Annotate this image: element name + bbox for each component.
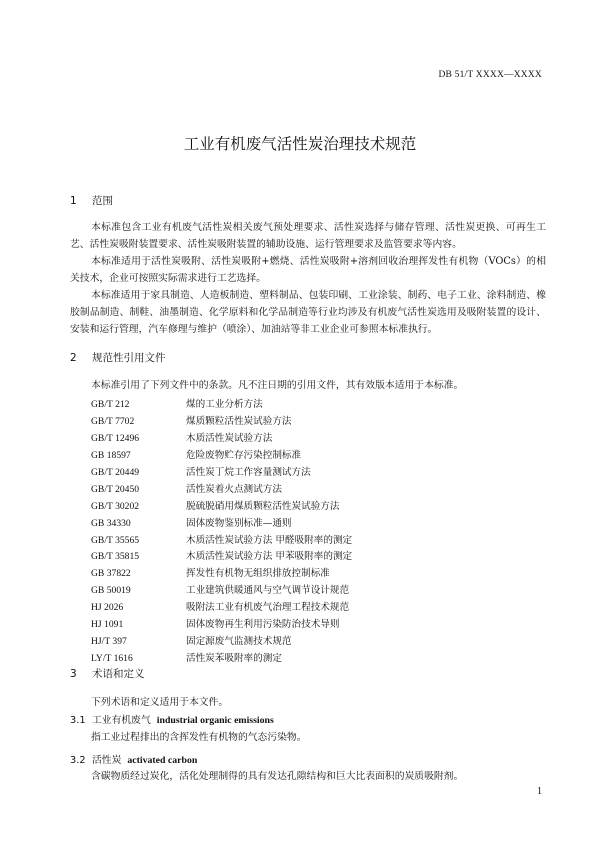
reference-item bbox=[91, 600, 352, 617]
term-definition: 含碳物质经过炭化，活化处理制得的具有发达孔隙结构和巨大比表面积的炭质吸附剂。 bbox=[91, 771, 464, 782]
reference-code: GB/T 35565 bbox=[91, 534, 140, 546]
reference-item bbox=[91, 465, 352, 482]
term-chinese: 工业有机废气 bbox=[92, 715, 151, 726]
reference-item bbox=[91, 549, 352, 566]
reference-title: 活性炭丁烷工作容量测试方法 bbox=[186, 466, 311, 478]
reference-code: GB/T 20450 bbox=[91, 483, 140, 495]
reference-code: GB 34330 bbox=[91, 517, 131, 529]
section-number: 3 bbox=[70, 668, 77, 680]
document-title: 工业有机废气活性炭治理技术规范 bbox=[183, 135, 417, 153]
term-english: activated carbon bbox=[127, 755, 198, 766]
scope-paragraph-3: 本标准适用于家具制造、人造板制造、塑料制品、包装印刷、工业涂装、制药、电子工业、涂料制造、橡胶制品制造、制鞋、油墨制造、化学原料和化学品制造等行业均涉及有机废气活性炭选用及吸附装置的设计、安装和运行管理，汽车修理与维护（喷涂）、加油站等非工业企业可参照本标准执行。 bbox=[70, 290, 546, 335]
reference-item bbox=[91, 448, 352, 465]
reference-item bbox=[91, 533, 352, 550]
reference-item bbox=[91, 617, 352, 634]
reference-item bbox=[91, 414, 352, 431]
term-definition: 指工业过程排出的含挥发性有机物的气态污染物。 bbox=[91, 732, 307, 743]
scope-paragraph-2: 本标准适用于活性炭吸附、活性炭吸附+燃烧、活性炭吸附+溶剂回收治理挥发性有机物（VOCs）的相关技术，企业可按照实际需求进行工艺选择。 bbox=[70, 256, 546, 284]
reference-code: HJ/T 397 bbox=[91, 636, 127, 648]
reference-title: 工业建筑供暖通风与空气调节设计规范 bbox=[186, 585, 350, 597]
section-title: 规范性引用文件 bbox=[92, 352, 166, 364]
reference-code: HJ 1091 bbox=[91, 619, 124, 631]
references-intro: 本标准引用了下列文件中的条款。凡不注日期的引用文件，其有效版本适用于本标准。 bbox=[91, 380, 464, 391]
section-number: 1 bbox=[70, 195, 77, 207]
reference-title: 吸附法工业有机废气治理工程技术规范 bbox=[186, 602, 350, 614]
reference-code: GB 37822 bbox=[91, 568, 131, 580]
reference-code: GB 50019 bbox=[91, 585, 131, 597]
terms-intro: 下列术语和定义适用于本文件。 bbox=[91, 697, 229, 708]
scope-paragraph-1: 本标准包含工业有机废气活性炭相关废气预处理要求、活性炭选择与储存管理、活性炭更换、可再生工艺、活性炭吸附装置要求、活性炭吸附装置的辅助设施、运行管理要求及监管要求等内容。 bbox=[70, 222, 546, 250]
reference-title: 木质活性炭试验方法 bbox=[186, 432, 273, 444]
reference-code: HJ 2026 bbox=[91, 602, 124, 614]
section-title: 术语和定义 bbox=[92, 668, 145, 680]
reference-item bbox=[91, 583, 352, 600]
reference-title: 活性炭苯吸附率的测定 bbox=[186, 653, 282, 665]
reference-code: LY/T 1616 bbox=[91, 653, 133, 665]
reference-code: GB/T 30202 bbox=[91, 500, 140, 512]
term-number: 3.2 bbox=[70, 755, 86, 766]
reference-item bbox=[91, 397, 352, 414]
term-heading-industrial-organic-emissions bbox=[70, 712, 274, 726]
reference-item bbox=[91, 566, 352, 583]
term-english: industrial organic emissions bbox=[156, 715, 274, 726]
reference-list bbox=[91, 397, 352, 668]
reference-title: 煤的工业分析方法 bbox=[186, 399, 263, 410]
section-heading-normative-references bbox=[70, 350, 166, 365]
reference-title: 固体废物再生利用污染防治技术导则 bbox=[186, 619, 340, 631]
reference-title: 危险废物贮存污染控制标准 bbox=[186, 449, 302, 461]
reference-title: 挥发性有机物无组织排放控制标准 bbox=[186, 568, 330, 580]
section-number: 2 bbox=[70, 352, 77, 364]
term-chinese: 活性炭 bbox=[92, 755, 122, 766]
reference-title: 木质活性炭试验方法 甲苯吸附率的测定 bbox=[186, 551, 353, 563]
reference-item bbox=[91, 634, 352, 651]
section-title: 范围 bbox=[92, 195, 113, 207]
reference-code: GB/T 12496 bbox=[91, 432, 140, 444]
reference-title: 固体废物鉴别标准—通则 bbox=[186, 517, 292, 529]
reference-title: 木质活性炭试验方法 甲醛吸附率的测定 bbox=[186, 534, 353, 546]
reference-item bbox=[91, 516, 352, 533]
section-heading-terms-definitions bbox=[70, 666, 145, 681]
standard-code: DB 51/T XXXX—XXXX bbox=[438, 70, 542, 80]
reference-item bbox=[91, 499, 352, 516]
reference-title: 煤质颗粒活性炭试验方法 bbox=[186, 415, 292, 427]
term-number: 3.1 bbox=[70, 715, 86, 726]
reference-code: GB 18597 bbox=[91, 449, 131, 461]
section-heading-scope bbox=[70, 193, 113, 208]
term-heading-activated-carbon bbox=[70, 752, 197, 766]
reference-item bbox=[91, 482, 352, 499]
reference-code: GB/T 20449 bbox=[91, 466, 140, 478]
reference-title: 固定源废气监测技术规范 bbox=[186, 636, 292, 648]
reference-code: GB/T 7702 bbox=[91, 415, 135, 427]
reference-item bbox=[91, 431, 352, 448]
page-number: 1 bbox=[537, 786, 542, 797]
reference-title: 活性炭着火点测试方法 bbox=[186, 483, 282, 495]
reference-title: 脱硫脱硝用煤质颗粒活性炭试验方法 bbox=[186, 500, 340, 512]
reference-code: GB/T 212 bbox=[91, 399, 130, 410]
reference-code: GB/T 35815 bbox=[91, 551, 140, 563]
